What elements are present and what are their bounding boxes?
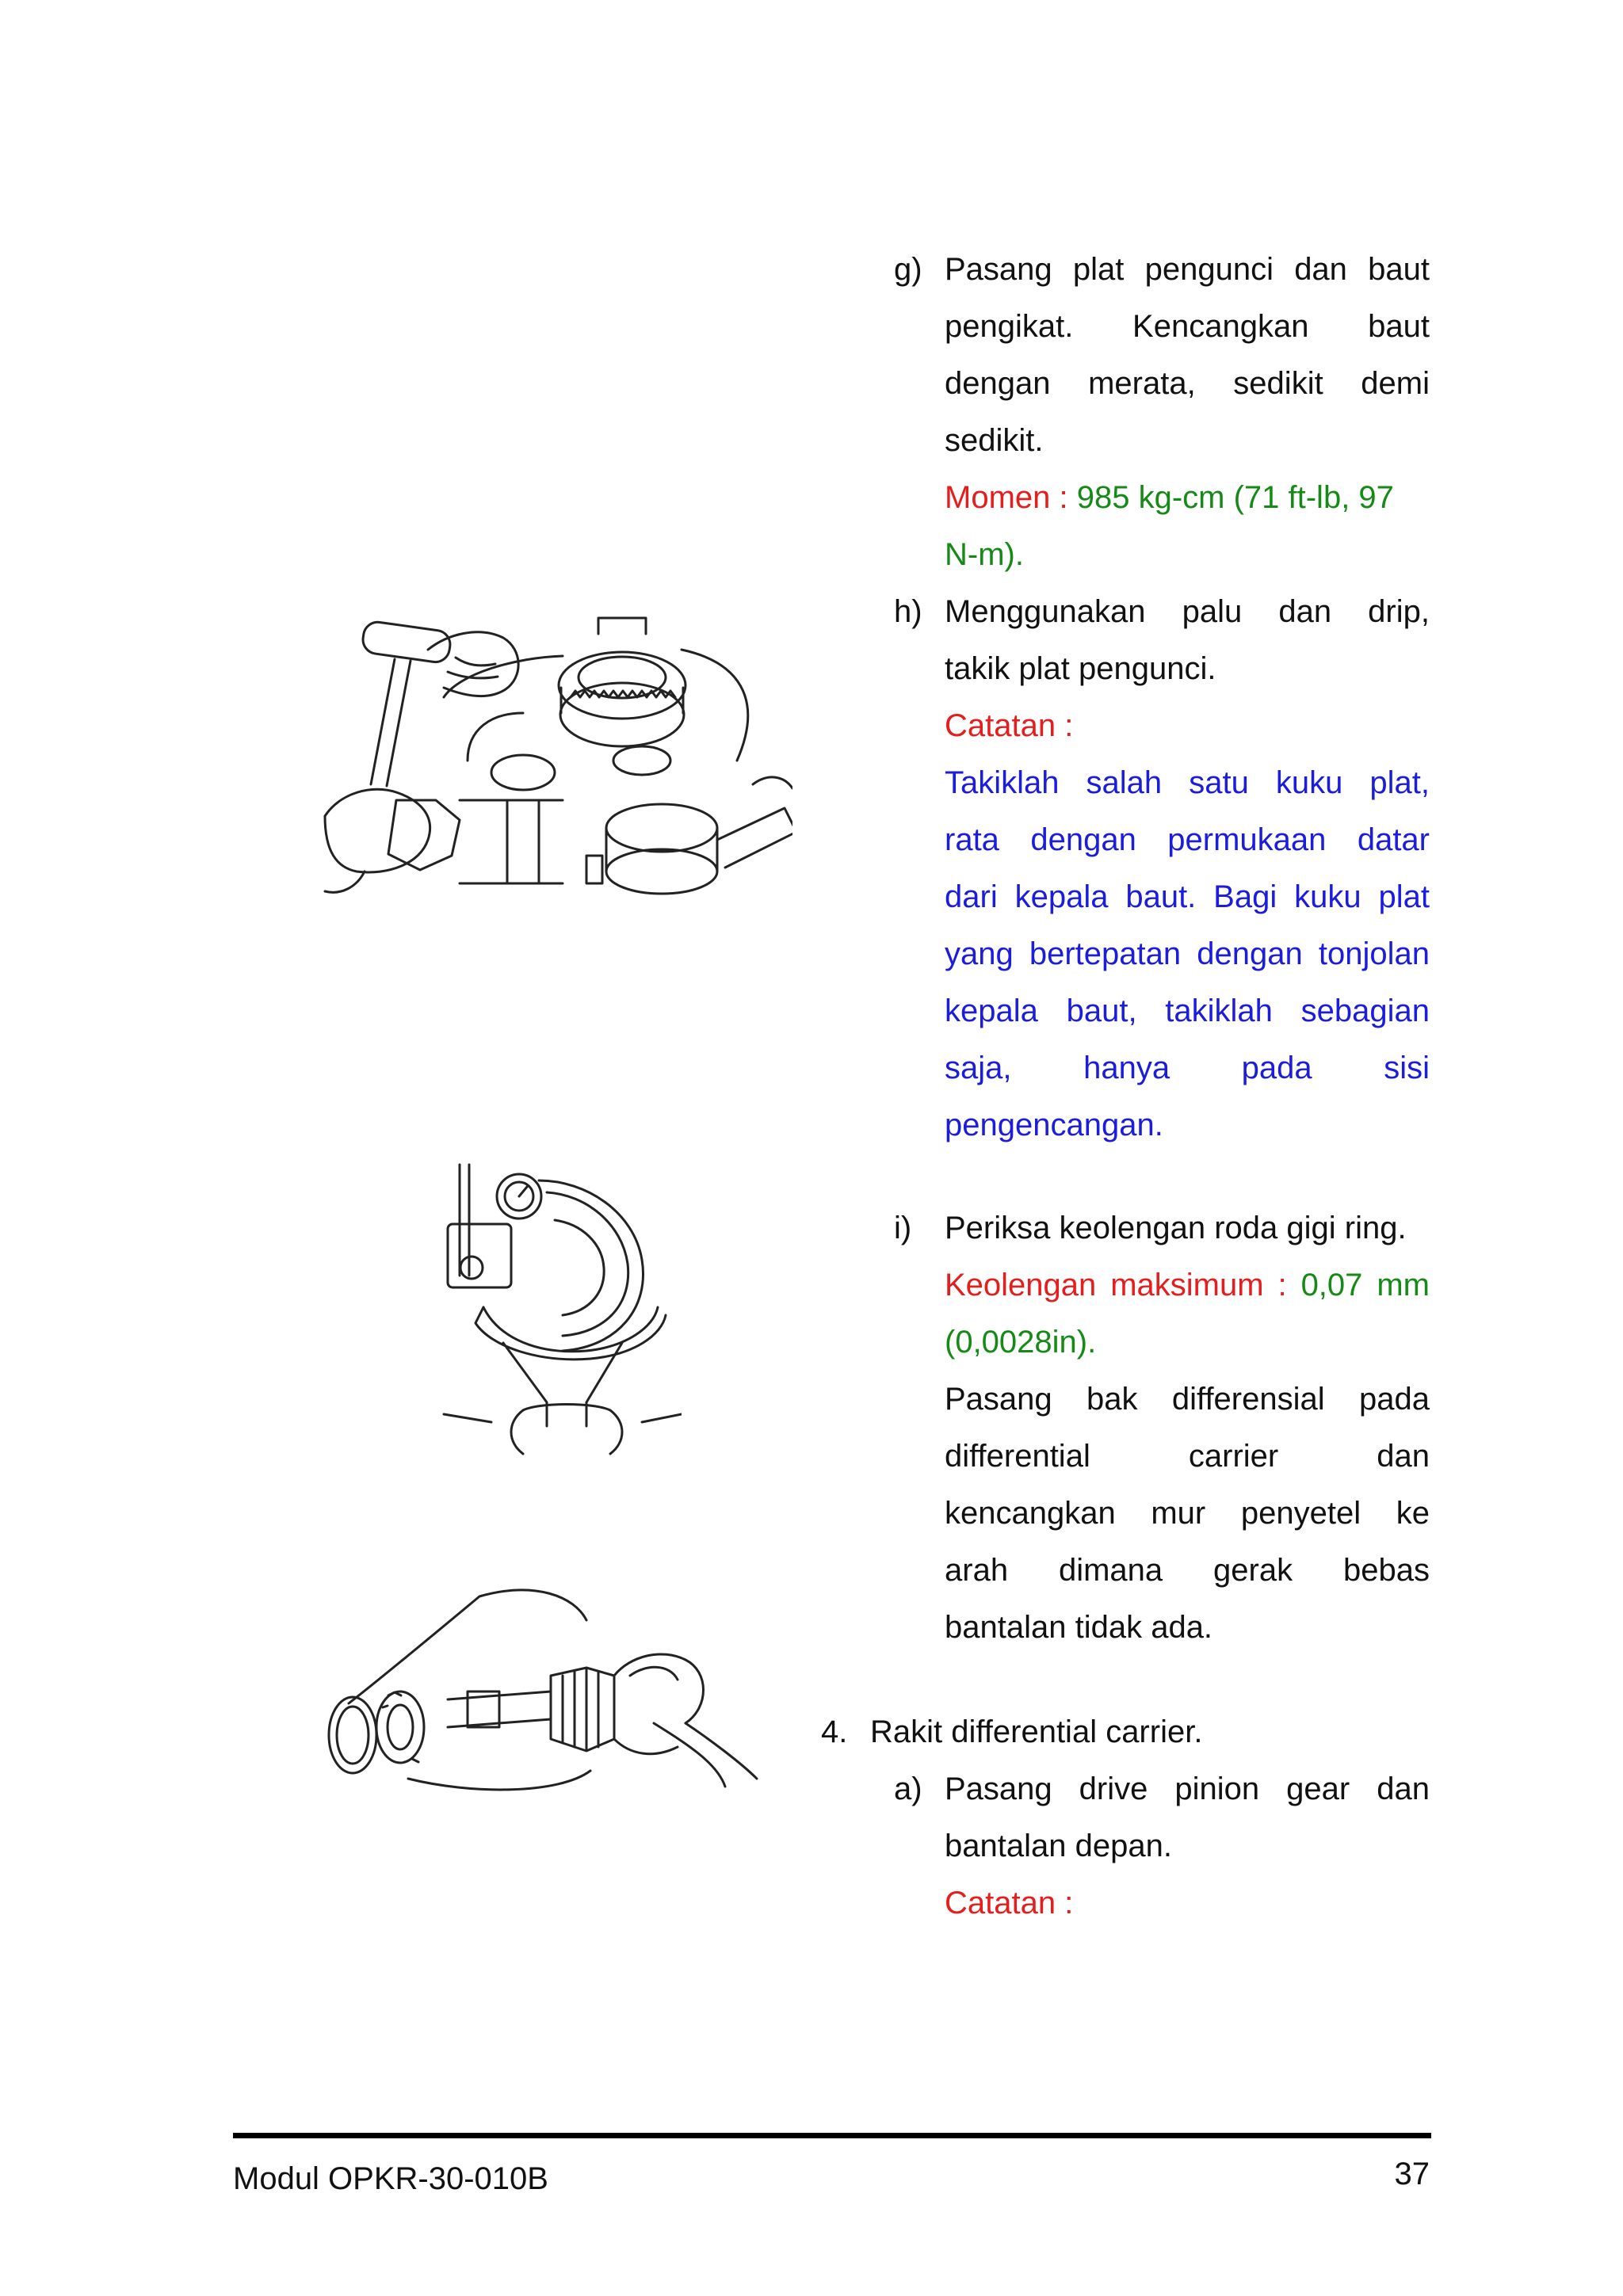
item-i-line-2: differential carrier dan — [945, 1439, 1430, 1474]
item-h-note-line-4: yang bertepatan dengan tonjolan — [945, 936, 1430, 971]
runout-value-cont: (0,0028in). — [945, 1325, 1097, 1360]
footer-module-code: Modul OPKR-30-010B — [233, 2161, 548, 2196]
item-a-note-label: Catatan : — [945, 1886, 1074, 1920]
item-i-line-5: bantalan tidak ada. — [945, 1610, 1213, 1645]
item-g-spec — [945, 469, 1436, 526]
runout-value: 0,07 mm — [1300, 1268, 1430, 1302]
item-h-note-line-5: kepala baut, takiklah sebagian — [945, 994, 1430, 1028]
item-a-line-1: Pasang drive pinion gear dan — [945, 1772, 1430, 1806]
item-i-line-1: Pasang bak differensial pada — [945, 1382, 1430, 1417]
item-h-note-line-3: dari kepala baut. Bagi kuku plat — [945, 879, 1430, 914]
item-g-line-3: dengan merata, sedikit demi — [945, 366, 1430, 401]
lock-plate-staking-illustration — [309, 602, 792, 919]
torque-value-cont: N-m). — [945, 537, 1024, 572]
torque-label: Momen : — [945, 480, 1068, 515]
step-4-title: Rakit differential carrier. — [870, 1714, 1203, 1749]
item-h-note-line-2: rata dengan permukaan datar — [945, 822, 1430, 857]
item-h-note-label: Catatan : — [945, 708, 1074, 743]
item-h-marker: h) — [894, 594, 922, 629]
item-h-note-line-6: saja, hanya pada sisi — [945, 1051, 1430, 1085]
item-g-line-4: sedikit. — [945, 423, 1044, 458]
item-i-line-4: arah dimana gerak bebas — [945, 1553, 1430, 1588]
item-h-note-line-1: Takiklah salah satu kuku plat, — [945, 765, 1430, 800]
item-h-line-2: takik plat pengunci. — [945, 651, 1216, 686]
item-h-line-1: Menggunakan palu dan drip, — [945, 594, 1430, 629]
step-4-marker: 4. — [821, 1714, 848, 1749]
item-i-line-3: kencangkan mur penyetel ke — [945, 1496, 1430, 1531]
item-a-marker: a) — [894, 1772, 922, 1806]
item-h-note-line-7: pengencangan. — [945, 1108, 1163, 1142]
torque-value: 985 kg-cm (71 ft-lb, 97 — [1076, 480, 1394, 515]
item-g-marker: g) — [894, 252, 922, 287]
drive-pinion-bearing-illustration — [313, 1581, 773, 1834]
item-a-line-2: bantalan depan. — [945, 1829, 1172, 1863]
item-i-line: Periksa keolengan roda gigi ring. — [945, 1211, 1407, 1245]
item-g-line-2: pengikat. Kencangkan baut — [945, 309, 1430, 344]
page-number: 37 — [1394, 2157, 1430, 2191]
footer-rule — [233, 2133, 1431, 2138]
ring-gear-runout-dial-illustration — [428, 1149, 682, 1458]
item-i-marker: i) — [894, 1211, 912, 1245]
runout-label: Keolengan maksimum : — [945, 1268, 1287, 1302]
item-g-line-1: Pasang plat pengunci dan baut — [945, 252, 1430, 287]
item-i-spec — [945, 1257, 1430, 1314]
